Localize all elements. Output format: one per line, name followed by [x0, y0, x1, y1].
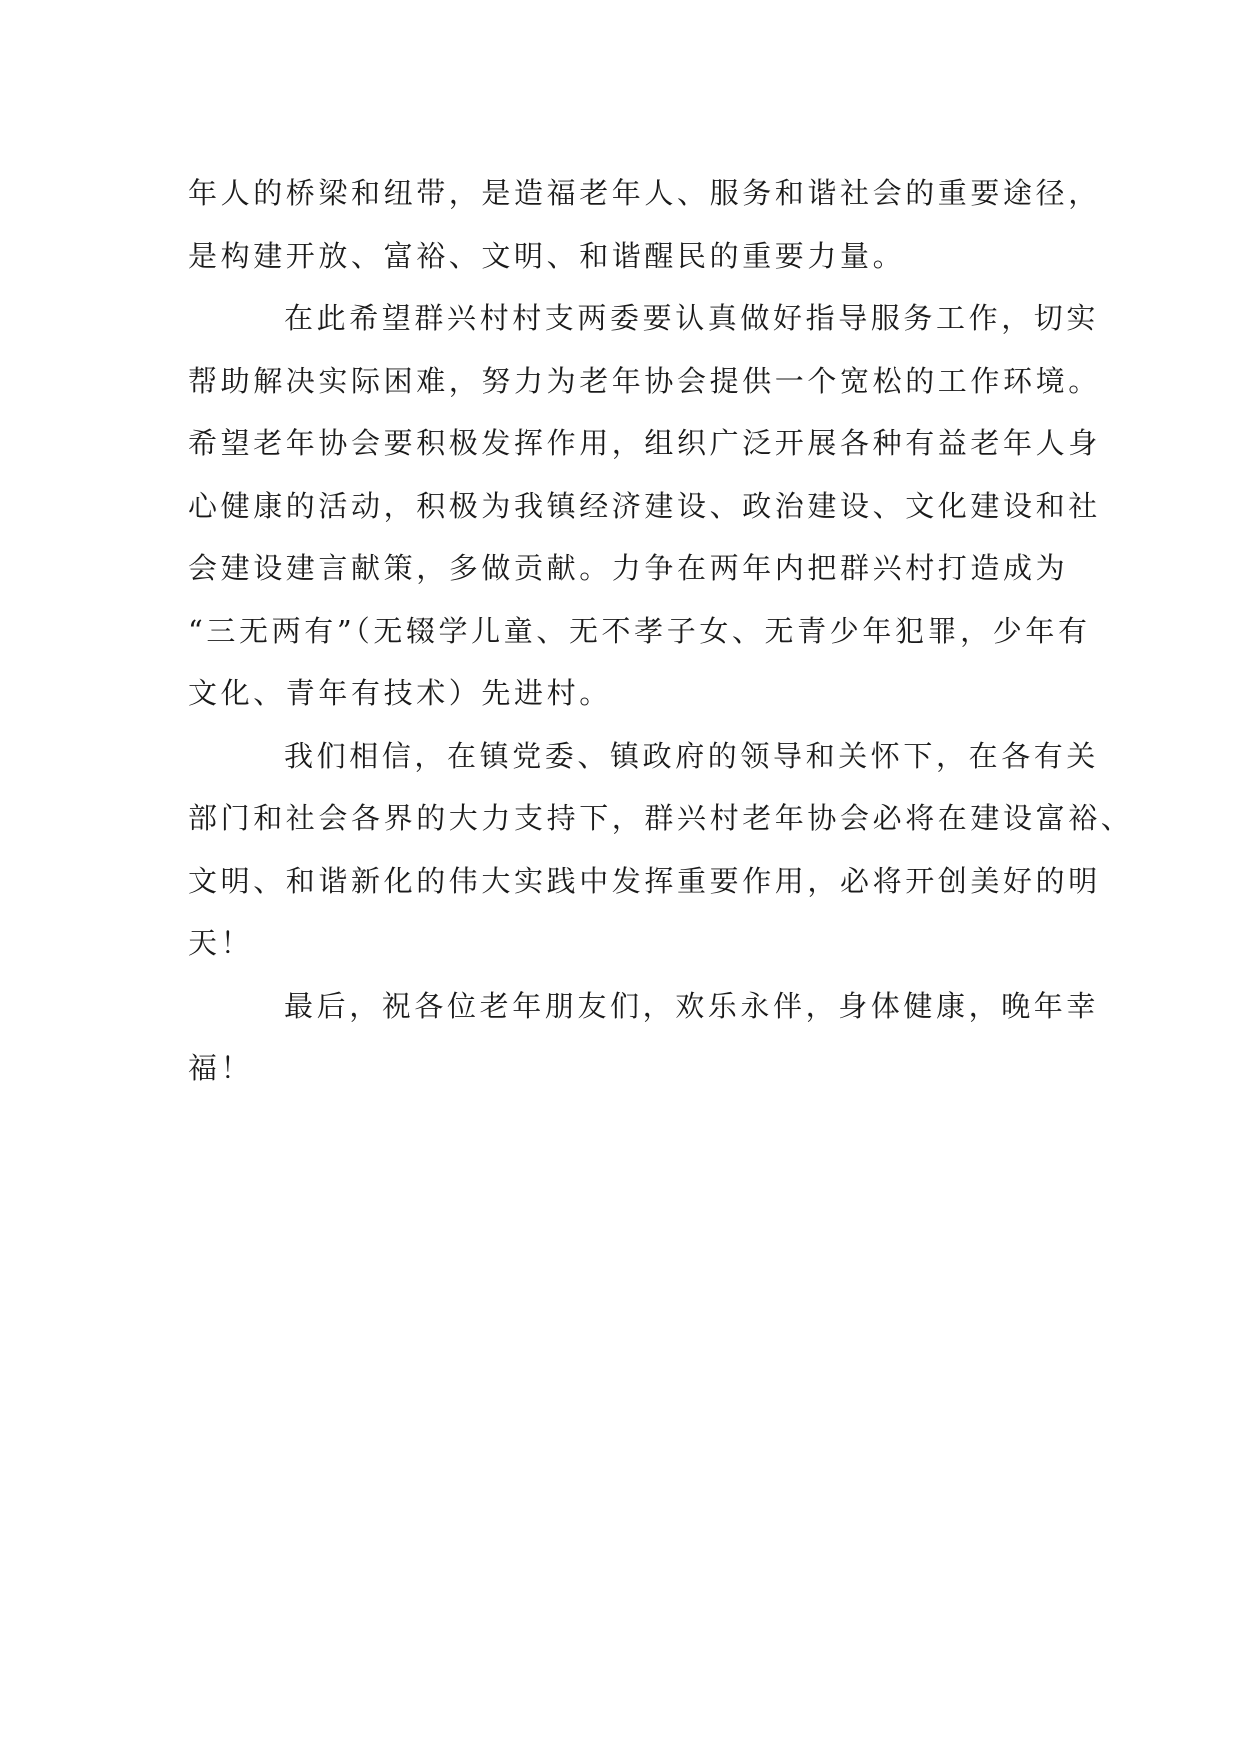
text-line: 心健康的活动，积极为我镇经济建设、政治建设、文化建设和社 [188, 488, 1101, 523]
text-line: 在此希望群兴村村支两委要认真做好指导服务工作，切实 [284, 301, 1100, 335]
text-line: 我们相信，在镇党委、镇政府的领导和关怀下，在各有关 [284, 738, 1100, 773]
text-line: 年人的桥梁和纽带，是造福老年人、服务和谐社会的重要途径， [188, 176, 1101, 210]
text-line: 是构建开放、富裕、文明、和谐醒民的重要力量。 [188, 238, 906, 273]
text-line: 会建设建言献策，多做贡献。力争在两年内把群兴村打造成为 [188, 551, 1069, 585]
text-line: 最后，祝各位老年朋友们，欢乐永伴，身体健康，晚年幸 [284, 988, 1100, 1023]
text-line: 文明、和谐新化的伟大实践中发挥重要作用，必将开创美好的明 [188, 863, 1101, 898]
text-line: “三无两有”（无辍学儿童、无不孝子女、无青少年犯罪，少年有 [188, 613, 1091, 648]
text-line: 部门和社会各界的大力支持下，群兴村老年协会必将在建设富裕、 [188, 801, 1134, 835]
text-line: 希望老年协会要积极发挥作用，组织广泛开展各种有益老年人身 [188, 426, 1101, 460]
text-line: 文化、青年有技术）先进村。 [188, 676, 612, 710]
text-line: 帮助解决实际困难，努力为老年协会提供一个宽松的工作环境。 [188, 363, 1101, 398]
text-line: 天！ [188, 926, 254, 960]
text-line: 福！ [188, 1051, 254, 1085]
body-text [188, 162, 1134, 1100]
